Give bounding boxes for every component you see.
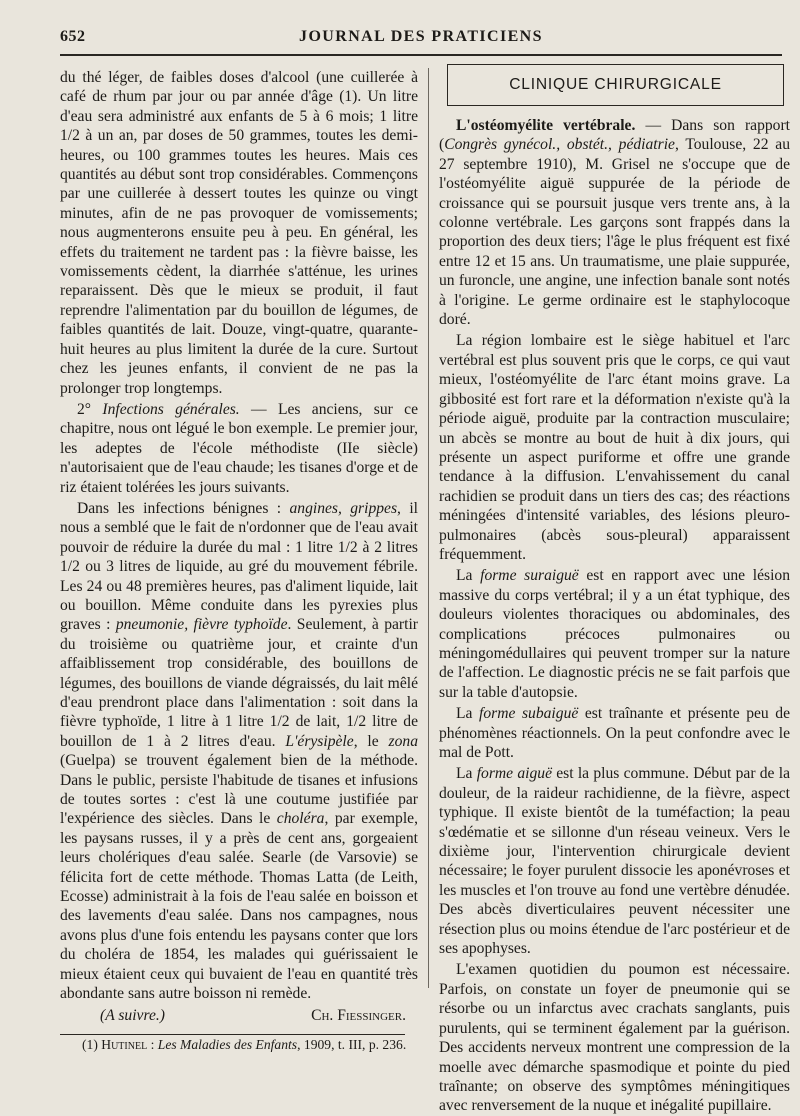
paragraph <box>439 704 790 762</box>
paragraph-text: — Les anciens, sur ce chapitre, nous ont légué le bon exemple. Le premier jour, les adeptes de l'école méthodiste (IIe siècle) n'autorisaient que de l'eau chaude; les tisanes d'orge et de riz étaient tolérées les jours suivants. <box>60 400 418 496</box>
paragraph-text: . Seulement, à partir du troisième ou quatrième jour, et crainte d'un affaiblissement trop considérable, des bouillons de légumes, des bouillons de viande dégraissés, du lait mêlé d'eau prendront place dans l'alimentation : soit dans la fièvre typhoïde, 1 litre à 1 litre 1/2 de lait, 1/2 litre de bouillon de 1 à 2 litres d'eau. <box>60 616 418 750</box>
section-title: CLINIQUE CHIRURGICALE <box>447 64 784 106</box>
paragraph-text: , Toulouse, 22 au 27 septembre 1910), M. Grisel ne s'occupe que de l'ostéomyélite aiguë suppurée de la période de croissance qui se poursuit jusque vers trente ans, à la colonne vertébrale. Les garçons sont frappés dans la proportion des deux tiers; l'âge le plus fréquent est fixé entre 12 et 15 ans. Un traumatisme, une plaie suppurée, un furoncle, une angine, une infection banale sont notés à l'origine. Le germe ordinaire est le staphylocoque doré. <box>439 136 790 329</box>
author-signature: Ch. Fiessinger. <box>311 1006 406 1024</box>
paragraph-text: est la plus commune. Début par de la douleur, de la raideur rachidienne, de la fièvre, aspect typhique. Il existe bientôt de la tuméfaction; la peau s'œdématie et se sillonne d'un réseau veineux. Vers le dixième jour, l'intervention chirurgicale devient nécessaire; le foyer purulent dissocie les aponévroses et les muscles et l'on trouve au fond une vertèbre dénudée. Des abcès diverticulaires peuvent nécessiter une résection plus ou moins étendue de l'arc postérieur et de ses apophyses. <box>439 765 790 958</box>
footnote-details: , 1909, t. III, p. 236. <box>297 1036 407 1052</box>
lead-word: La <box>456 765 473 783</box>
article-title: L'ostéomyélite vertébrale. <box>456 117 636 134</box>
paragraph-text: est traînante et présente peu de phénomènes réactionnels. On la peut confondre avec le mal de Pott. <box>439 705 791 761</box>
column-separator <box>428 68 429 988</box>
term-cholera: choléra <box>276 810 325 828</box>
page-number: 652 <box>60 28 86 45</box>
paragraph: du thé léger, de faibles doses d'alcool (une cuillerée à café de rhum par jour ou par année d'âge (1). Un litre d'eau sera administré aux enfants de 5 à 6 mois; 1 litre 1/2 à un an, par doses de 50 grammes, toutes les demi-heures, ou 100 grammes toutes les heures. Mais ces quantités au début sont trop considérables. Commençons par une cuillerée à dessert toutes les quinze ou vingt minutes, afin de ne pas provoquer de vomissements; nous augmenterons ensuite peu à peu. En général, les effets du traitement ne tardent pas : la fièvre baisse, les vomissements cèdent, la diarrhée s'atténue, les urines reparaissent. Dès que le mieux se produit, il faut reprendre l'alimentation par du bouillon de légumes, de faibles quantités de lait. Douze, vingt-quatre, quarante-huit heures au plus limitent la durée de la cure. Surtout chez les jeunes enfants, il convient de ne pas la prolonger trop longtemps. <box>60 69 418 397</box>
term-benignes: angines, grippes <box>289 499 398 517</box>
footnote-marker: (1) <box>82 1036 98 1052</box>
right-column <box>439 64 790 1116</box>
paragraph <box>60 499 418 1004</box>
journal-title: JOURNAL DES PRATICIENS <box>299 28 543 45</box>
intro-source: Congrès gynécol., obstét., pédiatrie <box>444 136 675 154</box>
paragraph-text: , il nous a semblé que le fait de n'ordonner que de l'eau avait pouvoir de réduire la durée du mal : 1 litre 1/2 à 2 litres 1/2 ou 3 litres de liquide, au gré du mouvement fébrile. Les 24 ou 48 premières heures, pas d'aliment liquide, lait ou bouillon. Même conduite dans les pyrexies plus graves : <box>60 499 418 634</box>
footnote-title: Les Maladies des Enfants <box>157 1036 298 1052</box>
footnote: (1) Hutinel : Les Maladies des Enfants, 1909, t. III, p. 236. <box>82 1036 407 1052</box>
signoff <box>60 1006 418 1026</box>
term-graves: pneumonie, fièvre typhoïde <box>115 616 288 634</box>
lead-word: La <box>456 705 473 723</box>
paragraph-text: — Dans son rapport ( <box>439 117 790 154</box>
term-erysipele: L'érysipèle <box>285 732 354 750</box>
paragraph <box>439 566 790 702</box>
paragraph: La région lombaire est le siège habituel et l'arc vertébral est plus souvent pris que le corps, ce qui vaut mieux, l'ostéomyélite de l'arc étant moins grave. La gibbosité est fort rare et la déformation n'existe qu'à la période aiguë, produite par la contraction musculaire; un abcès se montre au bout de huit à dix jours, qui présente un aspect puriforme et offre une grande tendance à la diffusion. L'envahissement du canal rachidien se produit dans un tiers des cas; des réactions méningées d'intensité variables, des lésions pleuro-pulmonaires (abcès sous-pleural) apparaissent fréquemment. <box>439 332 790 563</box>
form-aigue: forme aiguë <box>476 765 552 783</box>
paragraph: L'examen quotidien du poumon est nécessaire. Parfois, on constate un foyer de pneumonie qui se résorbe ou un infarctus avec crachats sanglants, puis purulents, qui se terminent également par la guérison. Des accidents nerveux montrent une compression de la moelle avec démarche spasmodique et pointe du pied traînante; on observe des symptômes méningitiques avec renversement de la nuque et inégalité pupillaire. <box>439 961 790 1115</box>
paragraph-text: (Guelpa) se trouvent également bien de la méthode. Dans le public, persiste l'habitude de tisanes et infusions de toutes sortes : c'est là une coutume justifiée par l'expérience des siècles. Dans le <box>60 752 418 828</box>
paragraph <box>439 764 790 958</box>
paragraph-text: Dans les infections bénignes : <box>77 499 282 517</box>
header-rule <box>60 54 782 56</box>
to-be-continued: (A suivre.) <box>100 1006 165 1024</box>
section-heading: Infections générales. <box>102 400 240 418</box>
paragraph-text: , par exemple, les paysans russes, il y a près de cent ans, gorgeaient leurs cholériques d'eau salée. Searle (de Varsovie) se félicita fort de cette méthode. Thomas Latta (de Leith, Ecosse) administrait à la fois de l'eau salée en boisson et des lavements d'eau salée. Dans nos campagnes, nous avons plus d'une fois entendu les paysans conter que lors du choléra de 1854, les malades qui guérissaient le mieux étaient ceux qui buvaient de l'eau en quantité très abondante sans autre boisson ni remède. <box>60 810 418 1003</box>
form-subaigue: forme subaiguë <box>479 705 579 723</box>
lead-word: La <box>456 567 473 585</box>
page-header <box>60 28 782 52</box>
section-number: 2° <box>77 400 92 418</box>
paragraph <box>60 400 418 497</box>
term-zona: zona <box>388 732 418 750</box>
footnote-author: Hutinel <box>101 1036 148 1052</box>
form-suraigue: forme suraiguë <box>480 567 579 585</box>
left-column <box>60 68 418 1054</box>
paragraph <box>439 116 790 329</box>
paragraph-text: , le <box>353 732 379 750</box>
paragraph-text: est en rapport avec une lésion massive du corps vertébral; il y a un état typhique, des douleurs violentes thoraciques ou abdominales, des complications précoces pulmonaires ou méningomédullaires qui peuvent tromper sur la nature de l'affection. Le diagnostic précis ne se fait parfois que sur la table d'autopsie. <box>439 567 791 701</box>
